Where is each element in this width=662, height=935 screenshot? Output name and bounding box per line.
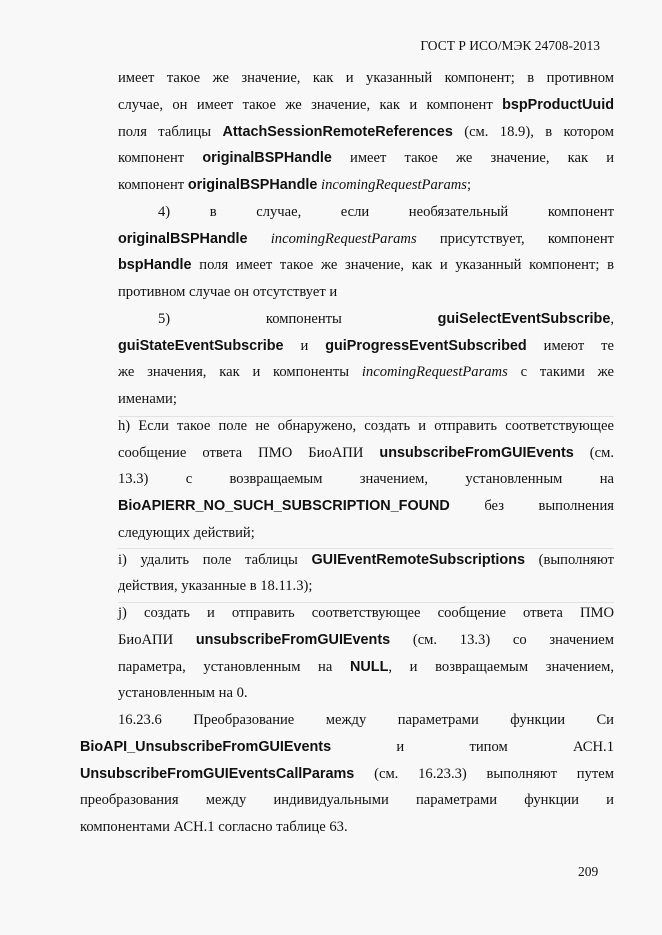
document-header: ГОСТ Р ИСО/МЭК 24708-2013	[420, 38, 600, 53]
text-line	[118, 68, 614, 88]
text-line	[118, 416, 614, 436]
text-line	[118, 576, 312, 596]
code-identifier: NULL	[350, 658, 389, 675]
text-line	[118, 657, 614, 677]
text-run: случае, он имеет такое же значение, как и компонент	[118, 96, 503, 113]
paragraph-divider	[118, 416, 614, 417]
text-run: 13.3) с возвращаемым значением, установленным на	[118, 471, 614, 488]
text-line	[118, 389, 177, 409]
text-line	[118, 496, 614, 516]
text-run: (см.	[573, 444, 615, 461]
text-run: с такими же	[507, 364, 614, 381]
text-run: (см. 18.9), в котором	[452, 123, 614, 140]
text-run: (см. 13.3) со значением	[390, 631, 614, 648]
text-run	[248, 231, 271, 247]
text-line	[80, 764, 614, 784]
text-line	[158, 202, 614, 222]
code-identifier: unsubscribeFromGUIEvents	[379, 444, 574, 461]
code-identifier: guiSelectEventSubscribe	[437, 310, 611, 327]
text-line	[118, 710, 614, 730]
code-identifier: guiProgressEventSubscribed	[325, 337, 527, 354]
text-line	[118, 229, 614, 249]
text-run: БиоАПИ	[118, 631, 196, 648]
text-run: следующих действий;	[118, 524, 255, 541]
text-run: параметра, установленным на	[118, 658, 350, 675]
code-identifier: originalBSPHandle	[187, 177, 318, 193]
text-run: поля таблицы	[118, 123, 223, 140]
text-run: компонент	[118, 177, 188, 193]
italic-term: incomingRequestParams	[270, 230, 417, 247]
text-line	[118, 550, 614, 570]
text-run: 5) компоненты	[158, 310, 438, 327]
text-line	[118, 282, 337, 302]
code-identifier: UnsubscribeFromGUIEventsCallParams	[80, 765, 355, 782]
text-line	[158, 309, 614, 329]
text-run: и	[283, 337, 326, 354]
text-run: 16.23.6 Преобразование между параметрами функции Си	[118, 712, 614, 728]
code-identifier: bspProductUuid	[502, 96, 614, 113]
text-run: ,	[610, 310, 614, 327]
text-run: ;	[466, 177, 472, 193]
text-run: , и возвращаемым значением,	[388, 658, 614, 675]
code-identifier: BioAPI_UnsubscribeFromGUIEvents	[80, 738, 332, 755]
text-run: i) удалить поле таблицы	[118, 551, 312, 568]
code-identifier: BioAPIERR_NO_SUCH_SUBSCRIPTION_FOUND	[118, 498, 450, 514]
code-identifier: originalBSPHandle	[202, 150, 332, 167]
text-run: (см. 16.23.3) выполняют путем	[354, 765, 614, 782]
text-line	[118, 523, 255, 543]
text-run: преобразования между индивидуальными параметрами функции и	[80, 792, 614, 809]
text-line	[118, 683, 248, 703]
code-identifier: originalBSPHandle	[118, 230, 248, 247]
text-line	[80, 790, 614, 810]
page-number: 209	[578, 864, 599, 879]
text-run: имеет такое же значение, как и	[331, 150, 615, 167]
code-identifier: bspHandle	[118, 257, 192, 274]
code-identifier: guiStateEventSubscribe	[118, 337, 284, 354]
text-run: установленным на 0.	[118, 685, 248, 702]
text-run: действия, указанные в 18.11.3);	[118, 578, 313, 595]
text-run: именами;	[118, 391, 177, 407]
text-run: j) создать и отправить соответствующее сообщение ответа ПМО	[118, 605, 614, 621]
text-run: компонент	[118, 150, 203, 167]
text-run: противном случае он отсутствует и	[118, 284, 338, 300]
italic-term: incomingRequestParams	[361, 364, 508, 381]
text-line	[118, 603, 614, 623]
code-identifier: GUIEventRemoteSubscriptions	[311, 551, 525, 568]
text-run: 4) в случае, если необязательный компонент	[158, 203, 614, 220]
text-run: компонентами АСН.1 согласно таблице 63.	[80, 819, 348, 835]
text-line	[118, 362, 614, 382]
text-run: и типом АСН.1	[331, 738, 614, 755]
paragraph-divider	[118, 602, 614, 603]
text-line	[118, 630, 614, 650]
text-line	[118, 122, 614, 142]
text-line	[118, 148, 614, 168]
text-line	[118, 443, 614, 463]
paragraph-divider	[118, 548, 614, 549]
text-line	[118, 336, 614, 356]
text-line	[118, 95, 614, 115]
italic-term: incomingRequestParams	[321, 177, 467, 193]
code-identifier: unsubscribeFromGUIEvents	[195, 631, 391, 648]
text-run: h) Если такое поле не обнаружено, создать и отправить соответствующее	[118, 417, 614, 434]
text-run: сообщение ответа ПМО БиоАПИ	[118, 444, 380, 461]
text-run: имеют те	[526, 337, 615, 354]
text-line	[80, 817, 348, 837]
text-run: имеет такое же значение, как и указанный компонент; в противном	[118, 70, 614, 86]
text-line	[118, 255, 614, 275]
text-line	[80, 737, 614, 757]
text-run: поля имеет такое же значение, как и указанный компонент; в	[191, 257, 614, 274]
code-identifier: AttachSessionRemoteReferences	[222, 123, 453, 140]
text-run: же значения, как и компоненты	[118, 364, 362, 381]
text-line	[118, 175, 471, 195]
text-run: (выполняют	[524, 551, 614, 568]
text-line	[118, 469, 614, 489]
text-run: без выполнения	[449, 498, 614, 514]
text-run: присутствует, компонент	[416, 230, 615, 247]
